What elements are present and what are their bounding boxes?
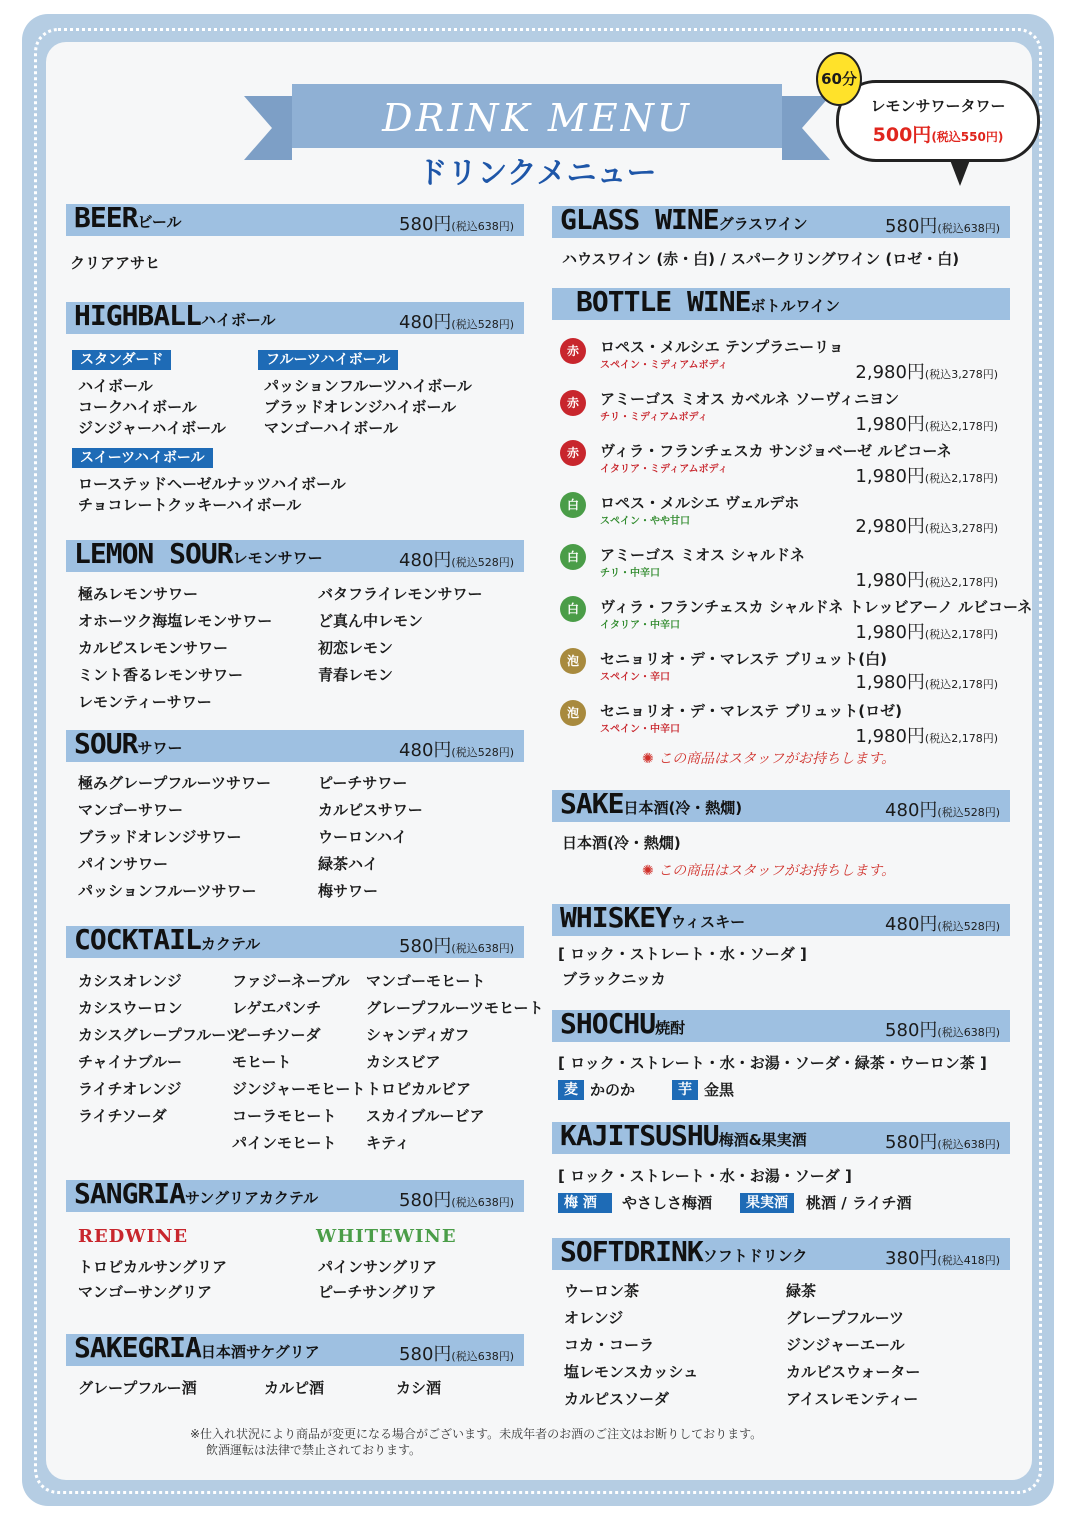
wine-price-value: 1,980円 bbox=[855, 726, 925, 747]
softdrink-item: 塩レモンスカッシュ bbox=[564, 1363, 699, 1381]
sour-item: 梅サワー bbox=[318, 882, 379, 900]
shochu-title: SHOCHU bbox=[560, 1007, 656, 1040]
kajitsushu-title-jp: 梅酒&果実酒 bbox=[718, 1131, 807, 1149]
lemon-sour-price-value: 480円 bbox=[399, 550, 452, 571]
glass-wine-price bbox=[885, 212, 1000, 238]
sangria-tax: (税込638円) bbox=[451, 1196, 514, 1209]
cocktail-tax: (税込638円) bbox=[451, 942, 514, 955]
softdrink-item: カルピスソーダ bbox=[564, 1390, 670, 1408]
lemon-sour-item: 極みレモンサワー bbox=[78, 585, 199, 603]
cocktail-title: COCKTAIL bbox=[74, 923, 201, 956]
lemon-sour-tax: (税込528円) bbox=[451, 556, 514, 569]
kajitsushu-title: KAJITSUSHU bbox=[560, 1119, 719, 1152]
shochu-tag: 麦 bbox=[558, 1080, 584, 1100]
glass-wine-header bbox=[552, 203, 1010, 238]
kajitsushu-header bbox=[552, 1119, 1010, 1154]
bottle-wine-header bbox=[552, 285, 1010, 320]
highball-item: ローステッドヘーゼルナッツハイボール bbox=[78, 475, 346, 493]
wine-price bbox=[855, 410, 998, 436]
wine-price bbox=[855, 722, 998, 748]
highball-group-label: スタンダード bbox=[72, 350, 171, 370]
glass-wine-title: GLASS WINE bbox=[560, 203, 719, 236]
cocktail-header bbox=[66, 923, 524, 958]
wine-price-value: 2,980円 bbox=[855, 516, 925, 537]
sangria-white-label: WHITEWINE bbox=[316, 1226, 457, 1247]
glass-wine-tax: (税込638円) bbox=[937, 222, 1000, 235]
softdrink-item: グレープフルーツ bbox=[786, 1309, 905, 1327]
bottle-wine-note-text: この商品はスタッフがお持ちします。 bbox=[658, 751, 896, 767]
sangria-title: SANGRIA bbox=[74, 1177, 186, 1210]
highball-tax: (税込528円) bbox=[451, 318, 514, 331]
wine-origin: スペイン・やや甘口 bbox=[600, 516, 690, 527]
wine-origin: イタリア・ミディアムボディ bbox=[600, 464, 728, 475]
sun-icon: ✺ bbox=[642, 863, 659, 879]
cocktail-price bbox=[399, 932, 514, 958]
wine-price-value: 1,980円 bbox=[855, 570, 925, 591]
bottle-wine-title-jp: ボトルワイン bbox=[750, 297, 840, 315]
wine-name: セニョリオ・デ・マレステ ブリュット(白) bbox=[600, 650, 887, 668]
beer-price-value: 580円 bbox=[399, 214, 452, 235]
wine-origin: スペイン・辛口 bbox=[600, 672, 670, 683]
highball-title: HIGHBALL bbox=[74, 299, 201, 332]
sangria-title-jp: サングリアカクテル bbox=[185, 1189, 319, 1207]
sangria-price bbox=[399, 1186, 514, 1212]
wine-price bbox=[855, 358, 998, 384]
wine-origin: チリ・中辛口 bbox=[600, 568, 660, 579]
softdrink-item: ジンジャーエール bbox=[786, 1336, 905, 1354]
kajitsushu-item: 桃酒 / ライチ酒 bbox=[806, 1194, 912, 1212]
wine-price-value: 2,980円 bbox=[855, 362, 925, 383]
softdrink-item: 緑茶 bbox=[786, 1282, 817, 1300]
softdrink-item: ウーロン茶 bbox=[564, 1282, 640, 1300]
white-wine-icon: 白 bbox=[560, 596, 586, 622]
softdrink-price bbox=[885, 1244, 1000, 1270]
highball-item: パッションフルーツハイボール bbox=[264, 377, 472, 395]
promo-price bbox=[839, 120, 1037, 147]
sake-title: SAKE bbox=[560, 787, 624, 820]
lemon-sour-item: オホーツク海塩レモンサワー bbox=[78, 612, 273, 630]
wine-price bbox=[855, 566, 998, 592]
promo-tax: (税込550円) bbox=[931, 130, 1004, 144]
sake-tax: (税込528円) bbox=[937, 806, 1000, 819]
shochu-title-jp: 焼酎 bbox=[655, 1019, 686, 1037]
sour-price bbox=[399, 736, 514, 762]
lemon-sour-item: ミント香るレモンサワー bbox=[78, 666, 244, 684]
sparkling-wine-icon: 泡 bbox=[560, 700, 586, 726]
sake-note bbox=[642, 860, 895, 880]
wine-name: ロペス・メルシエ テンプラニーリョ bbox=[600, 338, 844, 356]
highball-item: ジンジャーハイボール bbox=[78, 419, 226, 437]
sangria-item: マンゴーサングリア bbox=[78, 1283, 212, 1301]
cocktail-title-jp: カクテル bbox=[200, 935, 261, 953]
cocktail-item: ピーチソーダ bbox=[232, 1026, 321, 1044]
cocktail-item: パインモヒート bbox=[232, 1134, 337, 1152]
cocktail-item: ライチソーダ bbox=[78, 1107, 167, 1125]
wine-origin: イタリア・中辛口 bbox=[600, 620, 680, 631]
cocktail-item: グレープフルーツモヒート bbox=[366, 999, 544, 1017]
wine-price bbox=[855, 618, 998, 644]
wine-name: ヴィラ・フランチェスカ シャルドネ トレッビアーノ ルビコーネ bbox=[600, 598, 1033, 616]
highball-price bbox=[399, 308, 514, 334]
softdrink-title: SOFTDRINK bbox=[560, 1235, 703, 1268]
shochu-tag: 芋 bbox=[672, 1080, 698, 1100]
sangria-item: トロピカルサングリア bbox=[78, 1258, 227, 1276]
beer-tax: (税込638円) bbox=[451, 220, 514, 233]
kajitsushu-tag: 果実酒 bbox=[740, 1193, 794, 1213]
kajitsushu-style: [ ロック・ストレート・水・お湯・ソーダ ] bbox=[558, 1167, 852, 1185]
softdrink-item: カルピスウォーター bbox=[786, 1363, 921, 1381]
highball-item: コークハイボール bbox=[78, 398, 197, 416]
wine-price-value: 1,980円 bbox=[855, 672, 925, 693]
shochu-style: [ ロック・ストレート・水・お湯・ソーダ・緑茶・ウーロン茶 ] bbox=[558, 1054, 987, 1072]
shochu-tax: (税込638円) bbox=[937, 1026, 1000, 1039]
beer-title: BEER bbox=[74, 201, 138, 234]
sour-tax: (税込528円) bbox=[451, 746, 514, 759]
wine-tax: (税込2,178円) bbox=[924, 678, 998, 691]
kajitsushu-price bbox=[885, 1128, 1000, 1154]
glass-wine-title-jp: グラスワイン bbox=[718, 215, 808, 233]
beer-price bbox=[399, 210, 514, 236]
lemon-sour-title-jp: レモンサワー bbox=[232, 549, 323, 567]
lemon-sour-item: 初恋レモン bbox=[318, 639, 394, 657]
wine-name: ロペス・メルシエ ヴェルデホ bbox=[600, 494, 800, 512]
wine-name: セニョリオ・デ・マレステ ブリュット(ロゼ) bbox=[600, 702, 902, 720]
lemon-icon: 60分 bbox=[816, 52, 862, 106]
beer-title-jp: ビール bbox=[137, 213, 182, 231]
sakegria-price-value: 580円 bbox=[399, 1344, 452, 1365]
glass-wine-price-value: 580円 bbox=[885, 216, 938, 237]
wine-origin: スペイン・中辛口 bbox=[600, 724, 680, 735]
wine-tax: (税込3,278円) bbox=[924, 368, 998, 381]
sake-title-jp: 日本酒(冷・熱燗) bbox=[623, 799, 743, 817]
cocktail-item: チャイナブルー bbox=[78, 1053, 182, 1071]
sour-header bbox=[66, 727, 524, 762]
wine-name: アミーゴス ミオス カベルネ ソーヴィニヨン bbox=[600, 390, 900, 408]
whiskey-tax: (税込528円) bbox=[937, 920, 1000, 933]
whiskey-style: [ ロック・ストレート・水・ソーダ ] bbox=[558, 945, 807, 963]
cocktail-item: ジンジャーモヒート bbox=[232, 1080, 366, 1098]
lemon-sour-item: レモンティーサワー bbox=[78, 693, 212, 711]
whiskey-title: WHISKEY bbox=[560, 901, 672, 934]
wine-price bbox=[855, 668, 998, 694]
bottle-wine-title: BOTTLE WINE bbox=[576, 285, 751, 318]
footer-line: ※仕入れ状況により商品が変更になる場合がございます。未成年者のお酒のご注文はお断りしております。 bbox=[190, 1427, 763, 1441]
cocktail-item: マンゴーモヒート bbox=[366, 972, 486, 990]
highball-header bbox=[66, 299, 524, 334]
sakegria-tax: (税込638円) bbox=[451, 1350, 514, 1363]
glass-wine-desc: ハウスワイン (赤・白) / スパークリングワイン (ロゼ・白) bbox=[562, 250, 960, 268]
highball-title-jp: ハイボール bbox=[200, 311, 276, 329]
cocktail-item: カシスオレンジ bbox=[78, 972, 182, 990]
wine-name: ヴィラ・フランチェスカ サンジョベーゼ ルビコーネ bbox=[600, 442, 952, 460]
lemon-sour-title: LEMON SOUR bbox=[74, 537, 233, 570]
wine-price bbox=[855, 462, 998, 488]
kajitsushu-price-value: 580円 bbox=[885, 1132, 938, 1153]
cocktail-item: キティ bbox=[366, 1134, 410, 1152]
sour-item: マンゴーサワー bbox=[78, 801, 184, 819]
bottle-wine-note bbox=[642, 748, 895, 768]
sour-item: ピーチサワー bbox=[318, 774, 408, 792]
menu-title-en: DRINK MENU bbox=[382, 96, 692, 140]
sour-price-value: 480円 bbox=[399, 740, 452, 761]
whiskey-item: ブラックニッカ bbox=[562, 970, 666, 988]
sour-item: ウーロンハイ bbox=[318, 828, 407, 846]
softdrink-item: コカ・コーラ bbox=[564, 1336, 655, 1354]
sour-item: 緑茶ハイ bbox=[318, 855, 379, 873]
highball-group-label: フルーツハイボール bbox=[258, 350, 398, 370]
footer-line: 飲酒運転は法律で禁止されております。 bbox=[206, 1443, 422, 1457]
highball-item: ハイボール bbox=[78, 377, 153, 395]
softdrink-header bbox=[552, 1235, 1010, 1270]
wine-price-value: 1,980円 bbox=[855, 414, 925, 435]
cocktail-item: トロピカルビア bbox=[366, 1080, 472, 1098]
cocktail-item: レゲエパンチ bbox=[232, 999, 322, 1017]
softdrink-price-value: 380円 bbox=[885, 1248, 938, 1269]
sangria-price-value: 580円 bbox=[399, 1190, 452, 1211]
white-wine-icon: 白 bbox=[560, 544, 586, 570]
sakegria-title: SAKEGRIA bbox=[74, 1331, 201, 1364]
wine-price-value: 1,980円 bbox=[855, 622, 925, 643]
sour-title: SOUR bbox=[74, 727, 138, 760]
wine-tax: (税込3,278円) bbox=[924, 522, 998, 535]
lemon-sour-item: ど真ん中レモン bbox=[318, 612, 424, 630]
beer-header bbox=[66, 201, 524, 236]
red-wine-icon: 赤 bbox=[560, 390, 586, 416]
shochu-header bbox=[552, 1007, 1010, 1042]
softdrink-title-jp: ソフトドリンク bbox=[702, 1247, 808, 1265]
lemon-sour-item: カルピスレモンサワー bbox=[78, 639, 229, 657]
cocktail-item: ファジーネーブル bbox=[232, 972, 350, 990]
sakegria-item: カルピ酒 bbox=[264, 1379, 325, 1397]
kajitsushu-tag: 梅 酒 bbox=[558, 1193, 612, 1213]
sakegria-header bbox=[66, 1331, 524, 1366]
highball-price-value: 480円 bbox=[399, 312, 452, 333]
cocktail-item: スカイブルービア bbox=[366, 1107, 485, 1125]
cocktail-item: コーラモヒート bbox=[232, 1107, 337, 1125]
cocktail-item: シャンディガフ bbox=[366, 1026, 470, 1044]
sake-note-text: この商品はスタッフがお持ちします。 bbox=[658, 863, 896, 879]
wine-tax: (税込2,178円) bbox=[924, 732, 998, 745]
whiskey-header bbox=[552, 901, 1010, 936]
sparkling-wine-icon: 泡 bbox=[560, 648, 586, 674]
lemon-sour-item: バタフライレモンサワー bbox=[318, 585, 483, 603]
wine-tax: (税込2,178円) bbox=[924, 472, 998, 485]
softdrink-item: オレンジ bbox=[564, 1309, 624, 1327]
sakegria-price bbox=[399, 1340, 514, 1366]
wine-origin: チリ・ミディアムボディ bbox=[600, 412, 708, 423]
kajitsushu-tax: (税込638円) bbox=[937, 1138, 1000, 1151]
beer-item: クリアアサヒ bbox=[70, 254, 161, 272]
wine-name: アミーゴス ミオス シャルドネ bbox=[600, 546, 805, 564]
sake-item: 日本酒(冷・熱燗) bbox=[562, 834, 681, 852]
softdrink-tax: (税込418円) bbox=[937, 1254, 1000, 1267]
sakegria-item: グレープフルー酒 bbox=[78, 1379, 197, 1397]
highball-item: チョコレートクッキーハイボール bbox=[78, 496, 302, 514]
highball-item: ブラッドオレンジハイボール bbox=[264, 398, 457, 416]
sake-header bbox=[552, 787, 1010, 822]
white-wine-icon: 白 bbox=[560, 492, 586, 518]
shochu-item: かのか bbox=[590, 1081, 636, 1099]
softdrink-item: アイスレモンティー bbox=[786, 1390, 919, 1408]
sakegria-item: カシ酒 bbox=[396, 1379, 442, 1397]
promo-name: レモンサワータワー bbox=[870, 97, 1006, 115]
red-wine-icon: 赤 bbox=[560, 338, 586, 364]
menu-title-jp: ドリンクメニュー bbox=[417, 156, 657, 191]
footer-note bbox=[190, 1426, 762, 1458]
sakegria-title-jp: 日本酒サケグリア bbox=[200, 1343, 320, 1361]
whiskey-price-value: 480円 bbox=[885, 914, 938, 935]
cocktail-item: カシスビア bbox=[366, 1053, 441, 1071]
sour-item: カルピスサワー bbox=[318, 801, 423, 819]
sour-item: パッションフルーツサワー bbox=[78, 882, 257, 900]
sour-item: 極みグレープフルーツサワー bbox=[78, 774, 272, 792]
whiskey-price bbox=[885, 910, 1000, 936]
wine-origin: スペイン・ミディアムボディ bbox=[600, 360, 728, 371]
sour-item: ブラッドオレンジサワー bbox=[78, 828, 242, 846]
sake-price-value: 480円 bbox=[885, 800, 938, 821]
sangria-red-label: REDWINE bbox=[78, 1226, 189, 1247]
shochu-price bbox=[885, 1016, 1000, 1042]
sun-icon: ✺ bbox=[642, 751, 659, 767]
wine-tax: (税込2,178円) bbox=[924, 576, 998, 589]
wine-price-value: 1,980円 bbox=[855, 466, 925, 487]
promo-price-value: 500円 bbox=[872, 124, 932, 146]
cocktail-item: カシスウーロン bbox=[78, 999, 183, 1017]
shochu-price-value: 580円 bbox=[885, 1020, 938, 1041]
wine-price bbox=[855, 512, 998, 538]
highball-item: マンゴーハイボール bbox=[264, 419, 398, 437]
cocktail-item: モヒート bbox=[232, 1053, 292, 1071]
lemon-sour-item: 青春レモン bbox=[318, 666, 394, 684]
wine-tax: (税込2,178円) bbox=[924, 420, 998, 433]
cocktail-price-value: 580円 bbox=[399, 936, 452, 957]
red-wine-icon: 赤 bbox=[560, 440, 586, 466]
highball-group-label: スイーツハイボール bbox=[72, 448, 213, 468]
sour-item: パインサワー bbox=[78, 855, 169, 873]
promo-bubble bbox=[836, 80, 1040, 162]
sangria-header bbox=[66, 1177, 524, 1212]
sangria-item: ピーチサングリア bbox=[318, 1283, 437, 1301]
whiskey-title-jp: ウィスキー bbox=[671, 913, 746, 931]
bubble-tail bbox=[950, 160, 970, 186]
wine-tax: (税込2,178円) bbox=[924, 628, 998, 641]
lemon-sour-header bbox=[66, 537, 524, 572]
shochu-item: 金黒 bbox=[704, 1081, 735, 1099]
sangria-item: パインサングリア bbox=[318, 1258, 437, 1276]
cocktail-item: カシスグレープフルーツ bbox=[78, 1026, 241, 1044]
sour-title-jp: サワー bbox=[137, 739, 183, 757]
kajitsushu-item: やさしさ梅酒 bbox=[622, 1194, 713, 1212]
sake-price bbox=[885, 796, 1000, 822]
lemon-sour-price bbox=[399, 546, 514, 572]
cocktail-item: ライチオレンジ bbox=[78, 1080, 182, 1098]
